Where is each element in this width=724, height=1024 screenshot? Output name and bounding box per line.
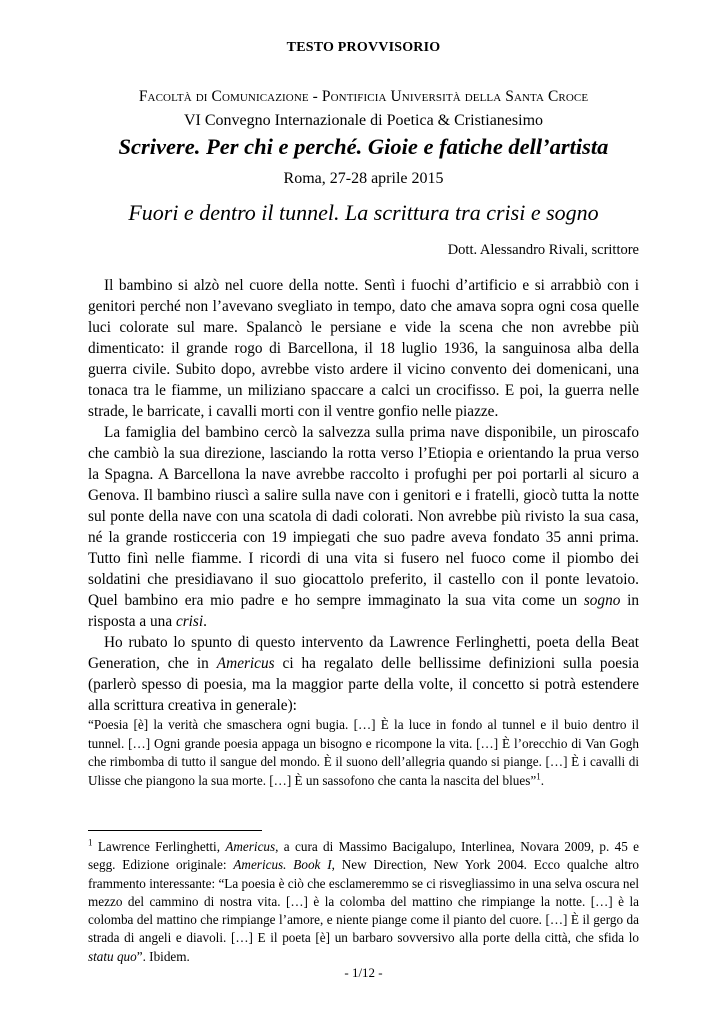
word-crisi: crisi (175, 613, 204, 630)
author-line: Dott. Alessandro Rivali, scrittore (447, 242, 639, 258)
paragraph-1: Il bambino si alzò nel cuore della notte. Sentì i fuochi d’artificio e si arrabbiò con i genitori perché non l’avevano svegliato in tempo, dato che amava sopra ogni cosa quelle luci colorate sul mare. Spalancò le persiane e vide la scena che non avrebbe più dimenticato: il grande rogo di Barcellona, il 18 luglio 1936, la sanguinosa alba della guerra civile. Subito dopo, avrebbe visto ardere il vicino convento dei domenicani, una tonaca tra le fiamme, un miliziano spaccare a calci un crocifisso. E poi, la guerra nelle strade, le barricate, i cavalli morti con il ventre gonfio nelle piazze. (88, 277, 639, 420)
conference-line: VI Convegno Internazionale di Poetica & Cristianesimo (183, 112, 544, 129)
footnote-text-2: , a cura di Massimo Bacigalupo, Interlinea, Novara 2009, p. 45 e segg. Edizione originale: (88, 839, 639, 873)
place-date: Roma, 27-28 aprile 2015 (283, 170, 444, 187)
quote-end: . (540, 772, 545, 788)
footnote-text-3: , New Direction, New York 2004. Ecco qualche altro frammento interessante: “La poesia è ciò che esclameremmo se ci risvegliassimo in una selva oscura nel mezzo del cammino di nostra vita. […] è la colomba del mattino che rimpiange la notte. […] è la colomba del mattino che rimpiange l’amore, e niente piange come il pianto del cuore. […] È il gergo da strada di angeli e diavoli. […] E il poeta [è] un barbaro sovversivo alla porte della città, che sfida lo (88, 857, 639, 946)
footnote-americus-book: Americus. Book I (233, 857, 332, 873)
faculty-line: Facoltà di Comunicazione - Pontificia Università della Santa Croce (138, 88, 589, 105)
conference-title: Scrivere. Per chi e perché. Gioie e fatiche dell’artista (118, 134, 609, 159)
paragraph-3-text: Ho rubato lo spunto di questo intervento da Lawrence Ferlinghetti, poeta della Beat Generation, che in (88, 634, 639, 672)
footnote-text-4: ”. Ibidem. (136, 948, 190, 964)
footnote-statu-quo: statu quo (88, 948, 137, 964)
footnote-americus: Americus (225, 839, 276, 854)
word-sogno: sogno (583, 592, 621, 609)
book-title-americus: Americus (216, 655, 275, 672)
body-text (88, 275, 639, 790)
footnote-number: 1 (88, 837, 93, 848)
paragraph-2 (88, 422, 639, 632)
quote-text: “Poesia [è] la verità che smaschera ogni bugia. […] È la luce in fondo al tunnel e il buio dentro il tunnel. […] Ogni grande poesia appaga un bisogno e ricompone la vita. […] È l’orecchio di Van Gogh che rimbomba di tutto il sangue del mondo. È il suono dell’allegria quando si piange. […] È i cavalli di Ulisse che piangono la sua morte. […] È un sassofono che canta la nascita del blues” (88, 717, 639, 788)
paragraph-2-text: La famiglia del bambino cercò la salvezza sulla prima nave disponibile, un piroscafo che cambiò la sua direzione, lasciando la rotta verso l’Etiopia e orientando la prua verso la Spagna. A Barcellona la nave avrebbe raccolto i profughi per poi portarli al sicuro a Genova. Il bambino riuscì a salire sulla nave con i genitori e i fratelli, giocò tutta la notte sul ponte della nave con una scatola di dadi colorati. Non avrebbe più rivisto la sua casa, né la grande rosticceria con 19 impiegati che suo padre aveva fondato 35 anni prima. Tutto finì nelle fiamme. I ricordi di una vita si fusero nel fuoco come il piombo dei soldatini che presidiavano il suo giocattolo preferito, il castello con il ponte levatoio. Quel bambino era mio padre e ho sempre immaginato la sua vita come un (88, 424, 639, 609)
page-number: - 1/12 - (344, 965, 383, 980)
paragraph-3-text-b: ci ha regalato delle bellissime definizioni sulla poesia (parlerò spesso di poesia, ma la maggior parte della volte, il concetto si potrà estendere alla scrittura creativa in generale): (88, 655, 639, 714)
paragraph-2-text-b: in risposta a una (88, 592, 639, 630)
footnote-1 (88, 838, 639, 966)
paragraph-3 (88, 632, 639, 716)
talk-title: Fuori e dentro il tunnel. La scrittura tra crisi e sogno (128, 200, 599, 225)
paragraph-2-end: . (203, 613, 207, 630)
footnote-separator (88, 830, 262, 831)
draft-label: TESTO PROVVISORIO (286, 40, 441, 55)
footnote-reference[interactable]: 1 (536, 771, 541, 782)
footnote-text-1: Lawrence Ferlinghetti, (92, 839, 226, 854)
block-quote (88, 716, 639, 790)
